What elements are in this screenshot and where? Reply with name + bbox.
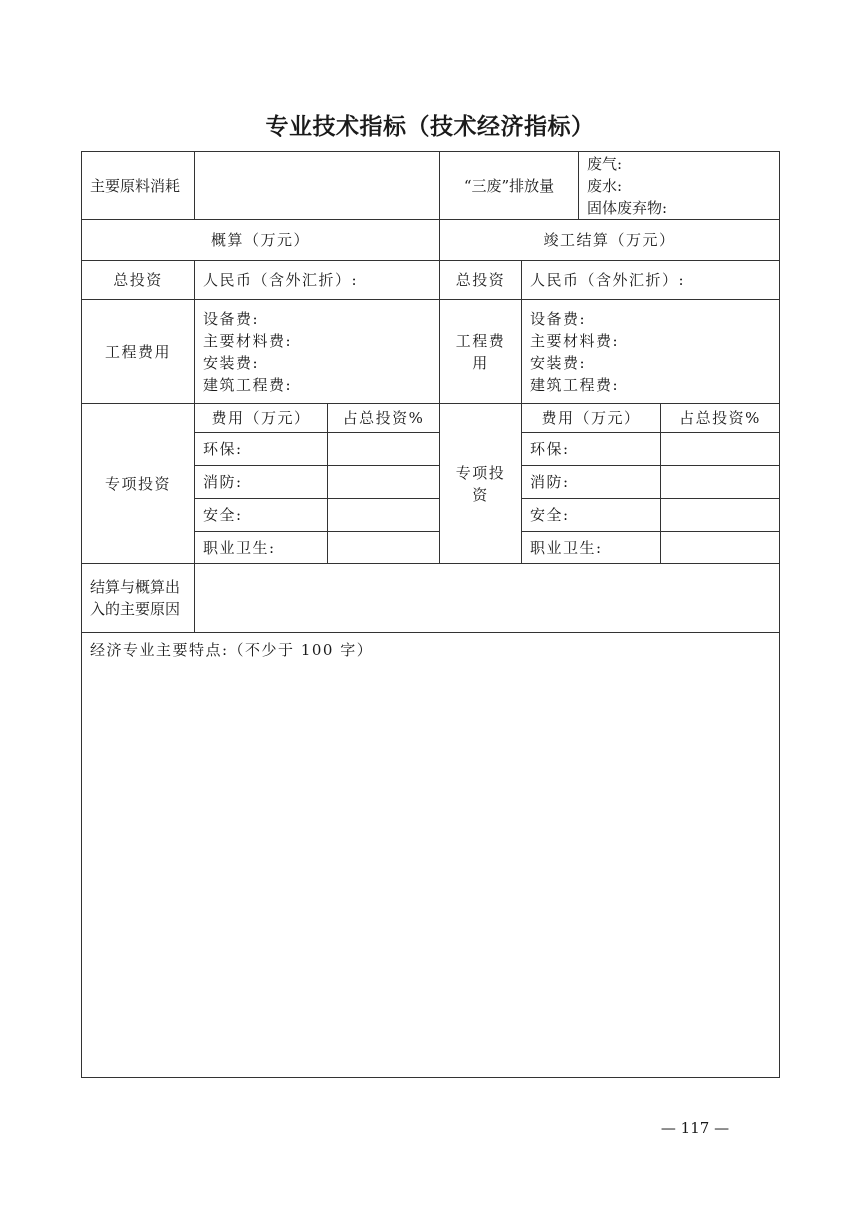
budget-header-row bbox=[82, 220, 780, 261]
occupational-health-fee-right[interactable]: 职业卫生: bbox=[522, 532, 661, 564]
engineering-cost-label-left: 工程费用 bbox=[82, 300, 195, 404]
estimate-header: 概算（万元） bbox=[82, 220, 440, 261]
construction-fee-label: 建筑工程费: bbox=[203, 375, 293, 394]
environmental-percent-left[interactable] bbox=[328, 433, 440, 466]
percent-column-header-right: 占总投资% bbox=[661, 404, 780, 433]
engineering-cost-row bbox=[82, 300, 780, 404]
materials-value-cell[interactable] bbox=[195, 152, 440, 220]
safety-fee-right[interactable]: 安全: bbox=[522, 499, 661, 532]
occupational-health-percent-left[interactable] bbox=[328, 532, 440, 564]
total-investment-value-left[interactable]: 人民币（含外汇折）: bbox=[195, 261, 440, 300]
fee-column-header-left: 费用（万元） bbox=[195, 404, 328, 433]
construction-fee-label: 建筑工程费: bbox=[530, 375, 620, 394]
installation-fee-label: 安装费: bbox=[530, 353, 587, 372]
fire-protection-percent-left[interactable] bbox=[328, 466, 440, 499]
special-investment-label-left: 专项投资 bbox=[82, 404, 195, 564]
fire-protection-fee-right[interactable]: 消防: bbox=[522, 466, 661, 499]
environmental-percent-right[interactable] bbox=[661, 433, 780, 466]
total-investment-label-right: 总投资 bbox=[440, 261, 522, 300]
environmental-fee-right[interactable]: 环保: bbox=[522, 433, 661, 466]
page-title: 专业技术指标（技术经济指标） bbox=[265, 114, 595, 140]
equipment-fee-label: 设备费: bbox=[203, 309, 260, 328]
occupational-health-percent-right[interactable] bbox=[661, 532, 780, 564]
economic-features-cell[interactable] bbox=[82, 633, 780, 1078]
main-material-fee-label: 主要材料费: bbox=[530, 331, 620, 350]
environmental-fee-left[interactable]: 环保: bbox=[195, 433, 328, 466]
materials-row bbox=[82, 152, 780, 220]
percent-column-header-left: 占总投资% bbox=[328, 404, 440, 433]
waste-label: “三废”排放量 bbox=[440, 152, 579, 220]
fire-protection-percent-right[interactable] bbox=[661, 466, 780, 499]
safety-percent-left[interactable] bbox=[328, 499, 440, 532]
waste-gas-label: 废气: bbox=[587, 154, 623, 173]
final-settlement-header: 竣工结算（万元） bbox=[440, 220, 780, 261]
safety-percent-right[interactable] bbox=[661, 499, 780, 532]
special-investment-header-row bbox=[82, 404, 780, 433]
equipment-fee-label: 设备费: bbox=[530, 309, 587, 328]
difference-reason-value-cell[interactable] bbox=[195, 564, 780, 633]
fire-protection-fee-left[interactable]: 消防: bbox=[195, 466, 328, 499]
economic-features-row bbox=[82, 633, 780, 1078]
fee-column-header-right: 费用（万元） bbox=[522, 404, 661, 433]
difference-reason-label: 结算与概算出入的主要原因 bbox=[82, 564, 195, 633]
main-material-fee-label: 主要材料费: bbox=[203, 331, 293, 350]
total-investment-value-right[interactable]: 人民币（含外汇折）: bbox=[522, 261, 780, 300]
page-number: — 117 — bbox=[660, 1119, 730, 1137]
technical-indicators-table bbox=[81, 151, 780, 1078]
economic-features-label: 经济专业主要特点:（不少于 100 字） bbox=[90, 641, 374, 659]
waste-items-cell[interactable] bbox=[579, 152, 780, 220]
engineering-cost-items-left[interactable] bbox=[195, 300, 440, 404]
waste-water-label: 废水: bbox=[587, 176, 623, 195]
special-investment-label-right: 专项投资 bbox=[440, 404, 522, 564]
installation-fee-label: 安装费: bbox=[203, 353, 260, 372]
safety-fee-left[interactable]: 安全: bbox=[195, 499, 328, 532]
materials-label: 主要原料消耗 bbox=[82, 152, 195, 220]
solid-waste-label: 固体废弃物: bbox=[587, 198, 668, 217]
difference-reason-row bbox=[82, 564, 780, 633]
engineering-cost-items-right[interactable] bbox=[522, 300, 780, 404]
occupational-health-fee-left[interactable]: 职业卫生: bbox=[195, 532, 328, 564]
total-investment-row bbox=[82, 261, 780, 300]
total-investment-label-left: 总投资 bbox=[82, 261, 195, 300]
engineering-cost-label-right: 工程费用 bbox=[440, 300, 522, 404]
